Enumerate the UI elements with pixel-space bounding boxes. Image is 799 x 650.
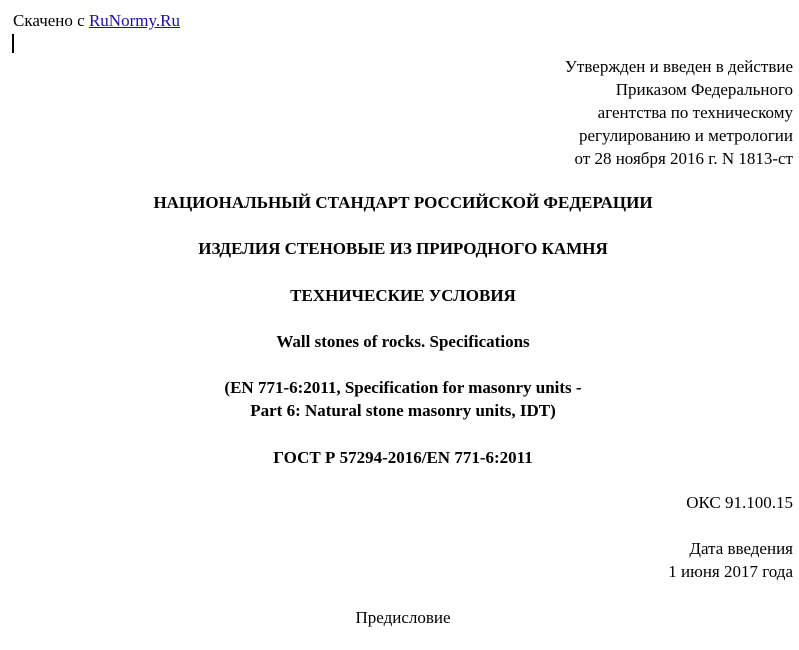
approval-line-2: Приказом Федерального <box>615 80 793 99</box>
oks-code: ОКС 91.100.15 <box>686 493 793 512</box>
gost-number: ГОСТ Р 57294-2016/EN 771-6:2011 <box>273 448 533 467</box>
approval-line-5: от 28 ноября 2016 г. N 1813-ст <box>574 149 793 168</box>
en-reference-line-1: (EN 771-6:2011, Specification for masonry units - <box>224 378 582 397</box>
download-source-prefix: Скачено с <box>13 11 89 30</box>
preface-heading: Предисловие <box>355 608 451 627</box>
technical-conditions-heading: ТЕХНИЧЕСКИЕ УСЛОВИЯ <box>290 286 516 305</box>
english-title: Wall stones of rocks. Specifications <box>276 332 530 351</box>
product-title: ИЗДЕЛИЯ СТЕНОВЫЕ ИЗ ПРИРОДНОГО КАМНЯ <box>198 239 608 258</box>
text-cursor <box>12 34 14 53</box>
download-source-line <box>13 9 180 32</box>
introduction-date: 1 июня 2017 года <box>668 562 793 581</box>
approval-block <box>565 55 793 170</box>
runormy-link[interactable]: RuNormy.Ru <box>88 11 180 30</box>
approval-line-1: Утвержден и введен в действие <box>564 57 793 76</box>
approval-line-3: агентства по техническому <box>597 103 793 122</box>
national-standard-heading: НАЦИОНАЛЬНЫЙ СТАНДАРТ РОССИЙСКОЙ ФЕДЕРАЦИИ <box>153 193 653 212</box>
en-reference-line-2: Part 6: Natural stone masonry units, IDT) <box>250 401 556 420</box>
introduction-date-label: Дата введения <box>689 539 793 558</box>
approval-line-4: регулированию и метрологии <box>578 126 793 145</box>
